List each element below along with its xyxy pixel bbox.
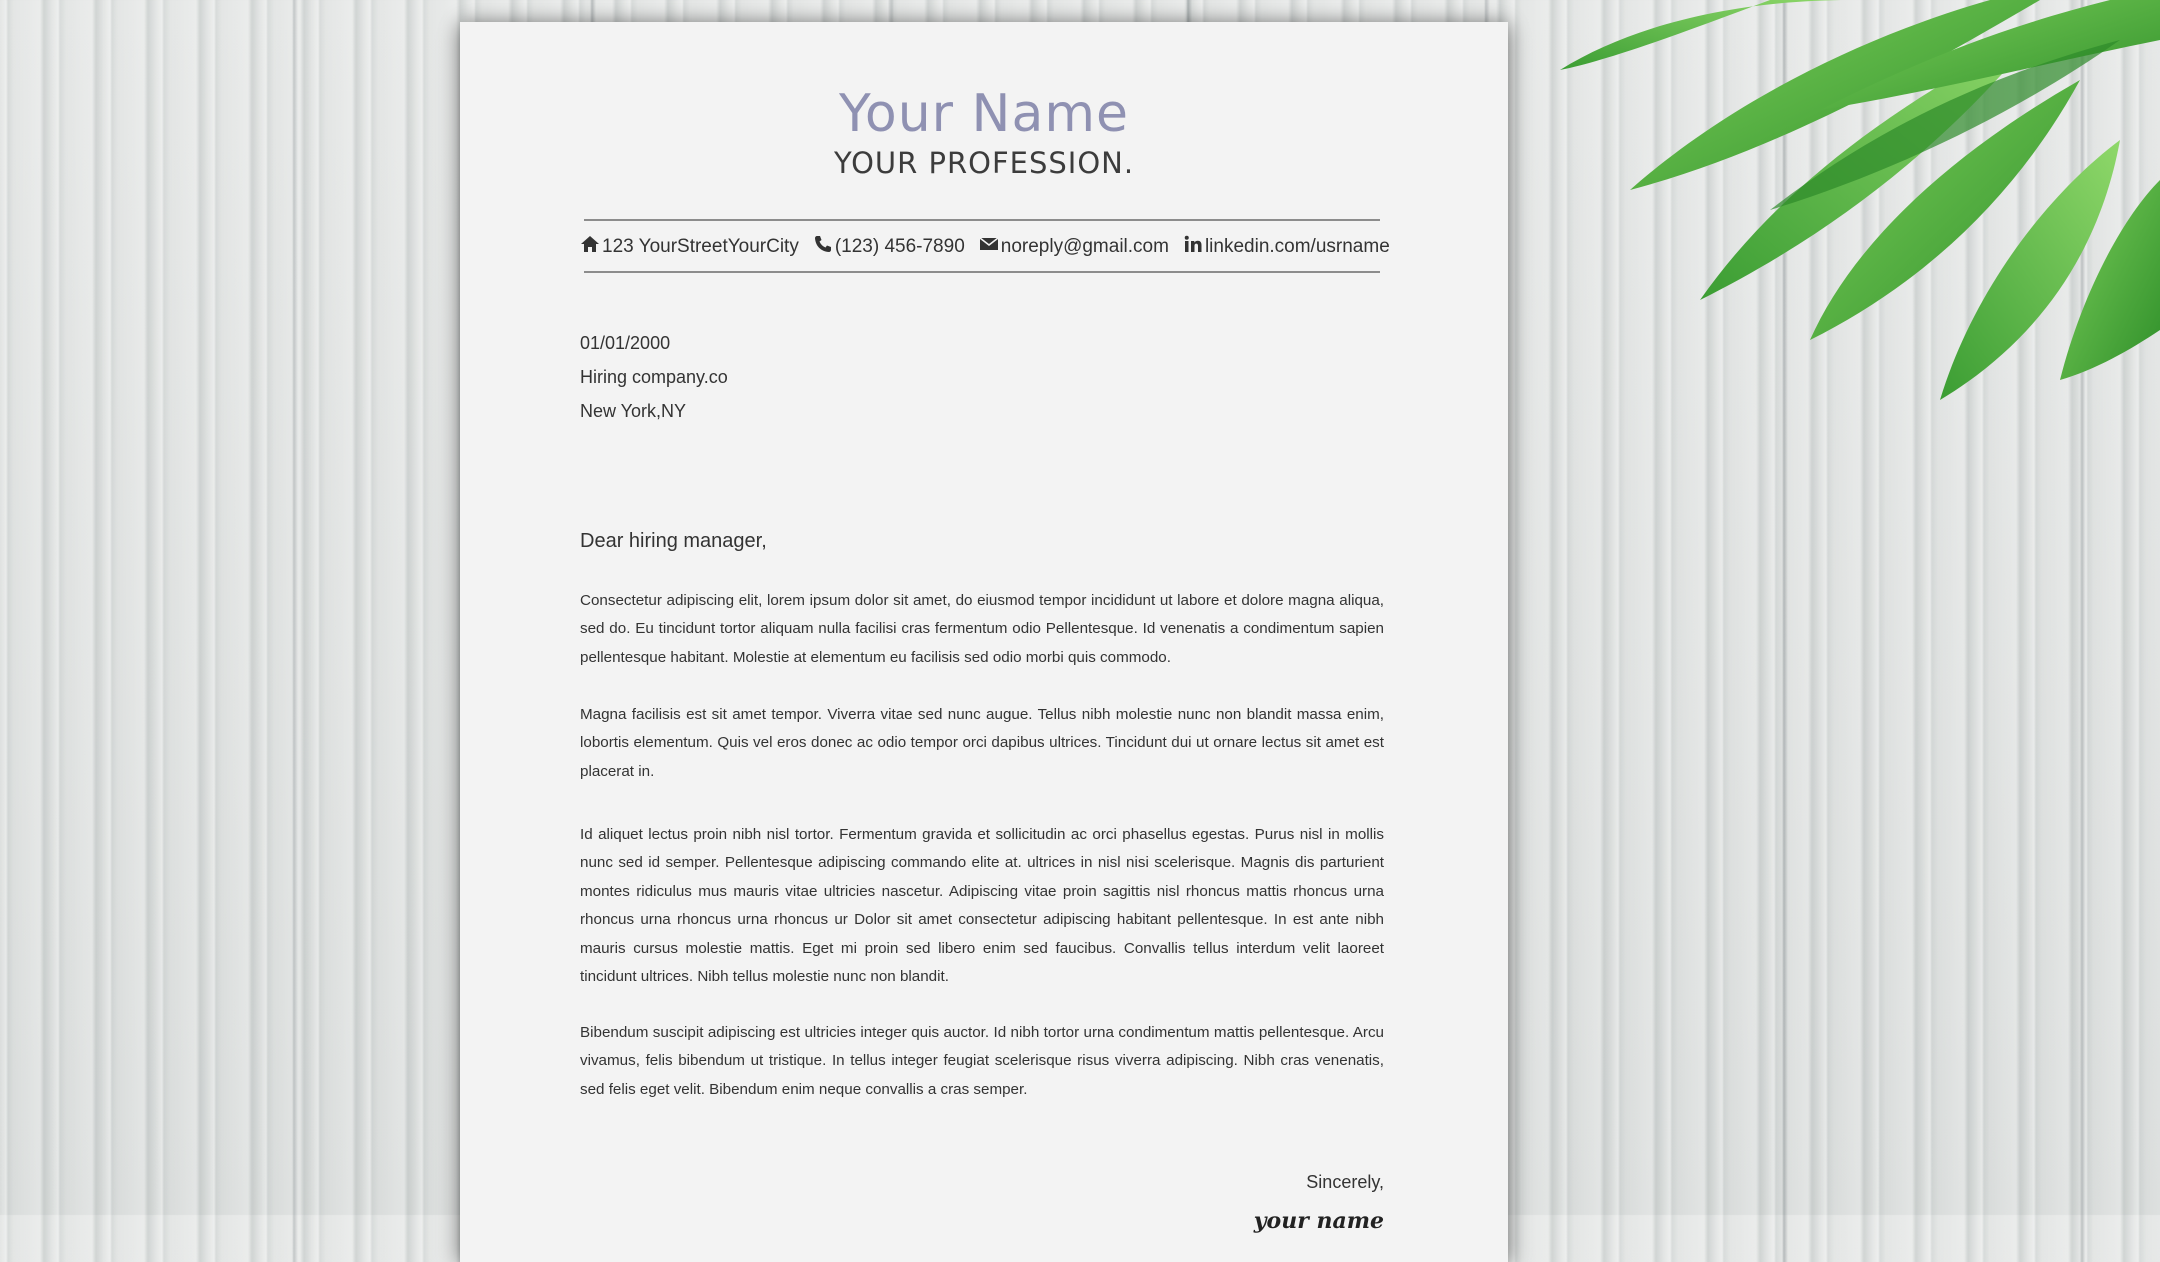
contact-phone (813, 236, 965, 258)
contact-bar (580, 230, 1400, 264)
body-paragraph-2: Magna facilisis est sit amet tempor. Viverra vitae sed nunc augue. Tellus nibh molestie nunc non blandit massa enim, lobortis elementum. Quis vel eros donec ac odio tempor orci dapibus ultrices. Tincidunt dui ut ornare lectus sit amet est placerat in. (580, 706, 1384, 780)
letter-date: 01/01/2000 (580, 333, 671, 353)
envelope-icon (979, 234, 999, 254)
salutation: Dear hiring manager, (580, 530, 767, 552)
home-icon (580, 234, 600, 254)
closing-text: Sincerely, (1306, 1172, 1384, 1192)
contact-email (979, 236, 1169, 258)
body-paragraph-3: Id aliquet lectus proin nibh nisl tortor. Fermentum gravida et sollicitudin ac orci phasellus egestas. Purus nisl in mollis nunc sed id semper. Pellentesque adipiscing commando elite at. ultrices in nisl nisi scelerisque. Magnis dis parturient montes ridiculus mus mauris vitae ultricies nascetur. Adipiscing vitae proin sagittis nisl rhoncus mattis rhoncus urna rhoncus urna rhoncus urna rhoncus ur Dolor sit amet consectetur adipiscing habitant pellentesque. In est ante nibh mauris cursus molestie mattis. Eget mi proin sed libero enim sed faucibus. Convallis tellus interdum velit laoreet tincidunt ultrices. Nibh tellus molestie nunc non blandit. (580, 826, 1384, 986)
body-paragraph-4: Bibendum suscipit adipiscing est ultricies integer quis auctor. Id nibh tortor urna condimentum mattis pellentesque. Arcu vivamus, felis bibendum ut tristique. In tellus integer feugiat scelerisque risus viverra adipiscing. Nibh cras venenatis, sed felis eget velit. Bibendum enim neque convallis a cras semper. (580, 1024, 1384, 1098)
address-text: 123 YourStreetYourCity (602, 236, 799, 257)
phone-icon (813, 234, 833, 254)
recipient-block (580, 326, 728, 428)
recipient-company: Hiring company.co (580, 367, 728, 387)
email-text: noreply@gmail.com (1000, 236, 1169, 257)
contact-linkedin (1183, 236, 1390, 258)
linkedin-icon (1183, 234, 1203, 254)
header-divider-top (584, 219, 1380, 221)
header-divider-bottom (584, 271, 1380, 273)
linkedin-text: linkedin.com/usrname (1204, 236, 1390, 257)
contact-address (580, 236, 799, 258)
body-paragraph-1: Consectetur adipiscing elit, lorem ipsum dolor sit amet, do eiusmod tempor incididunt ut labore et dolore magna aliqua, sed do. Eu tincidunt tortor aliquam nulla facilisi cras fermentum odio Pellentesque. Id venenatis a condimentum sapien pellentesque habitant. Molestie at elementum eu facilisis sed odio morbi quis commodo. (580, 592, 1384, 666)
signature: your name (1253, 1208, 1384, 1234)
leaves-decoration (1520, 0, 2160, 420)
applicant-name: Your Name (839, 84, 1129, 144)
recipient-location: New York,NY (580, 401, 687, 421)
phone-text: (123) 456-7890 (834, 236, 965, 257)
applicant-profession: YOUR PROFESSION. (833, 146, 1135, 180)
cover-letter-page (460, 22, 1508, 1262)
